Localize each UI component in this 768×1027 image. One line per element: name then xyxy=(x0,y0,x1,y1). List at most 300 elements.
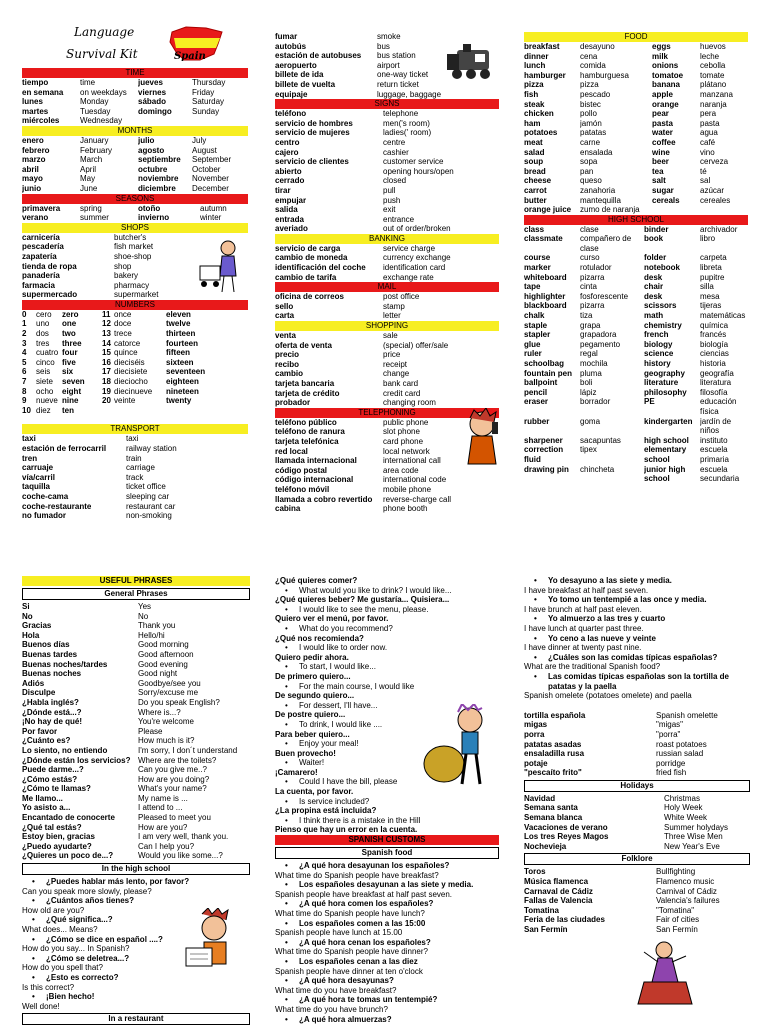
transport-cell: train xyxy=(126,453,142,463)
numbers-cell: quince xyxy=(114,348,138,358)
food-cell: milk xyxy=(652,51,669,61)
food-cell: water xyxy=(652,128,673,138)
shopping-row xyxy=(275,379,499,389)
high-school-cell: ballpoint xyxy=(524,378,558,388)
customs-translation: What time do you have breakfast? xyxy=(275,985,397,995)
time-cell: martes xyxy=(22,106,49,116)
signs-row xyxy=(275,119,499,129)
food-cell: orange xyxy=(652,99,679,109)
numbers-cell: tres xyxy=(36,338,50,348)
customs-question: • ¿A qué hora cenan los españoles? xyxy=(275,938,499,948)
folklore-cell: Carnaval de Cádiz xyxy=(524,886,593,896)
high-school-cell: PE xyxy=(644,397,655,407)
hs-phrase-es: • ¿Cuántos años tienes? xyxy=(22,896,250,906)
high-school-cell: boli xyxy=(580,378,593,388)
high-school-cell: chincheta xyxy=(580,464,615,474)
customs-question: • ¿A qué hora almuerzas? xyxy=(275,1015,499,1025)
months-cell: junio xyxy=(22,183,42,193)
months-row xyxy=(22,174,248,184)
numbers-cell: 17 xyxy=(102,367,111,377)
customs-translation: Spanish people have breakfast at half past seven. xyxy=(275,889,453,899)
high-school-cell: geografía xyxy=(700,368,734,378)
general-phrase-cell: My name is ... xyxy=(138,793,188,803)
food-cell: tomatoe xyxy=(652,70,684,80)
food-cell: ham xyxy=(524,118,541,128)
numbers-cell: 7 xyxy=(22,377,27,387)
time-cell: jueves xyxy=(138,78,163,87)
numbers-cell: uno xyxy=(36,319,50,329)
general-phrase-cell: You're welcome xyxy=(138,717,194,727)
folklore-cell: Bullfighting xyxy=(656,867,696,877)
high-school-cell: pupitre xyxy=(700,272,725,282)
transport-row xyxy=(22,492,248,502)
spanish-customs-header: SPANISH CUSTOMS xyxy=(275,835,499,845)
high-school-cell: high school xyxy=(644,435,689,445)
food-row xyxy=(524,109,748,119)
transport-row xyxy=(22,463,248,473)
general-phrase-cell: Adiós xyxy=(22,678,45,688)
high-school-cell: silla xyxy=(700,282,714,292)
transport-cell: no fumador xyxy=(22,511,66,521)
folklore-cell: San Fermín xyxy=(656,925,698,934)
hs-phrase-en: Can you speak more slowly, please? xyxy=(22,886,152,896)
numbers-row xyxy=(22,348,248,358)
high-school-cell: compañero de clase xyxy=(580,234,632,253)
signs-cell: closed xyxy=(383,176,407,186)
months-cell: diciembre xyxy=(138,183,176,193)
general-phrase-row xyxy=(22,765,250,775)
food-cell: bread xyxy=(524,166,546,176)
meal-sentence-en: I have dinner at twenty past nine. xyxy=(524,643,642,653)
numbers-cell: five xyxy=(62,357,76,367)
food-row xyxy=(524,205,748,215)
general-phrase-cell: Hello/hi xyxy=(138,630,165,640)
holidays-header: Holidays xyxy=(524,780,750,792)
food-cell: salad xyxy=(524,147,545,157)
high-school-cell: desk xyxy=(644,291,663,301)
general-phrase-row xyxy=(22,612,250,622)
high-school-cell: biology xyxy=(644,339,673,349)
meal-sentence-en: I have breakfast at half past seven. xyxy=(524,585,649,595)
food-row xyxy=(524,157,748,167)
hs-phrase-es: • ¿Cómo se deletrea...? xyxy=(22,954,250,964)
signs-cell: ladies(' room) xyxy=(383,128,432,138)
general-phrase-cell: ¿Puedo ayudarte? xyxy=(22,841,92,851)
shops-cell: panadería xyxy=(22,271,60,281)
holiday-cell: Nochevieja xyxy=(524,841,567,851)
high-school-cell: book xyxy=(644,234,664,244)
kit-title-line2: Survival Kit xyxy=(66,47,138,61)
restaurant-phrase-en: • To drink, I would like .... xyxy=(275,720,499,730)
food-cell: pasta xyxy=(700,118,720,128)
numbers-cell: 14 xyxy=(102,338,111,348)
food-cell: banana xyxy=(652,80,681,90)
restaurant-phrase-es: La cuenta, por favor. xyxy=(275,787,354,797)
general-phrase-row xyxy=(22,717,250,727)
food-cell: sopa xyxy=(580,157,598,167)
restaurant-phrase-en: • I would like to see the menu, please. xyxy=(275,605,499,615)
months-cell: December xyxy=(192,183,229,193)
food-cell: fish xyxy=(524,89,539,99)
folklore-cell: Tomatina xyxy=(524,905,559,915)
holiday-cell: White Week xyxy=(664,813,707,823)
months-cell: mayo xyxy=(22,174,43,184)
seasons-cell: spring xyxy=(80,203,102,213)
dish-row xyxy=(524,749,750,759)
numbers-cell: doce xyxy=(114,319,132,329)
shopping-cell: sale xyxy=(383,331,398,341)
folklore-header: Folklore xyxy=(524,853,750,865)
food-row xyxy=(524,90,748,100)
customs-question: • Los españoles cenan a las diez xyxy=(275,957,499,967)
seasons-row xyxy=(22,213,248,223)
food-row xyxy=(524,128,748,138)
holiday-cell: Summer holydays xyxy=(664,822,729,832)
transport-row xyxy=(22,482,248,492)
folklore-row xyxy=(524,915,750,925)
general-phrase-cell: ¿Dónde están los servicios? xyxy=(22,755,131,765)
shops-cell: zapatería xyxy=(22,251,57,261)
numbers-cell: cinco xyxy=(36,357,55,367)
general-phrase-cell: ¿Cuánto es? xyxy=(22,736,71,746)
restaurant-phrase-es: ¿Qué quieres beber? Me gustaría... Quisiera... xyxy=(275,595,450,605)
numbers-cell: 19 xyxy=(102,386,111,396)
food-cell: manzana xyxy=(700,89,733,99)
restaurant-header: In a restaurant xyxy=(22,1013,250,1025)
signs-row xyxy=(275,157,499,167)
telephoning-cell: llamada internacional xyxy=(275,456,357,466)
folklore-cell: Fallas de Valencia xyxy=(524,896,593,906)
transport-cell: taxi xyxy=(126,434,139,444)
food-cell: patatas xyxy=(580,128,607,138)
food-cell: tea xyxy=(652,166,664,176)
meal-sentence-en: Spanish omelete (potatoes omelete) and paella xyxy=(524,691,692,701)
transport-row xyxy=(22,454,248,464)
customs-question: • ¿A qué hora te tomas un tentempié? xyxy=(275,995,499,1005)
restaurant-phrase-en: • I think there is a mistake in the Hill xyxy=(275,816,499,826)
food-row xyxy=(524,61,748,71)
general-phrase-row xyxy=(22,784,250,794)
kit-title-line1: Language xyxy=(74,25,135,39)
holiday-cell: Holy Week xyxy=(664,803,703,813)
numbers-cell: 15 xyxy=(102,348,111,358)
folklore-cell: Carnival of Cádiz xyxy=(656,886,717,896)
signs-row xyxy=(275,138,499,148)
food-cell xyxy=(652,205,700,215)
high-school-cell: scissors xyxy=(644,301,677,311)
dish-cell: porra xyxy=(524,729,545,739)
time-cell: time xyxy=(80,78,96,87)
banking-row xyxy=(275,244,499,254)
telephoning-cell: international code xyxy=(383,475,447,485)
general-phrase-cell: Lo siento, no entiendo xyxy=(22,745,108,755)
high-school-cell: chalk xyxy=(524,311,545,321)
high-school-cell: philosophy xyxy=(644,387,687,397)
mid-top-row xyxy=(275,90,499,100)
high-school-cell: staple xyxy=(524,320,548,330)
high-school-row xyxy=(524,273,748,283)
high-school-row xyxy=(524,349,748,359)
numbers-cell: 5 xyxy=(22,357,27,367)
banking-cell: identification card xyxy=(383,263,446,273)
seasons-cell: winter xyxy=(200,213,222,223)
seasons-cell: primavera xyxy=(22,203,61,213)
high-school-cell: kindergarten xyxy=(644,416,693,426)
kit-title-spain: Spain xyxy=(174,51,206,62)
numbers-cell: diez xyxy=(36,405,51,415)
folklore-cell: Valencia's failures xyxy=(656,896,720,906)
telephoning-cell: teléfono de ranura xyxy=(275,427,345,437)
shopping-row xyxy=(275,398,499,408)
numbers-cell: cero xyxy=(36,309,52,319)
food-cell xyxy=(700,205,748,215)
general-phrase-cell: ¿Dónde está...? xyxy=(22,707,82,717)
numbers-cell: six xyxy=(62,367,74,377)
mid-top-cell: airport xyxy=(377,60,400,70)
holiday-row xyxy=(524,832,750,842)
numbers-row xyxy=(22,396,248,406)
signs-cell: out of order/broken xyxy=(383,224,451,234)
mid-top-cell: luggage, baggage xyxy=(377,89,442,99)
telephoning-row xyxy=(275,504,499,514)
numbers-cell: four xyxy=(62,348,78,358)
numbers-cell: catorce xyxy=(114,338,141,348)
high-school-cell: pencil xyxy=(524,387,548,397)
general-phrase-row xyxy=(22,813,250,823)
dish-cell: "pescaíto frito" xyxy=(524,768,582,778)
telephoning-cell: cabina xyxy=(275,504,301,514)
holiday-cell: Navidad xyxy=(524,793,556,803)
food-cell: agua xyxy=(700,128,718,138)
high-school-cell: classmate xyxy=(524,234,563,244)
signs-cell: centre xyxy=(383,137,406,147)
high-school-cell: libreta xyxy=(700,263,722,273)
numbers-cell: twenty xyxy=(166,396,192,406)
general-phrase-cell: ¿Cómo te llamas? xyxy=(22,784,91,794)
customs-translation: What time do Spanish people have breakfast? xyxy=(275,870,439,880)
months-cell: enero xyxy=(22,135,44,145)
food-cell: cheese xyxy=(524,176,552,186)
general-phrase-cell: Do you speak English? xyxy=(138,697,220,707)
numbers-cell: cuatro xyxy=(36,348,59,358)
customs-translation: Spanish people have dinner at ten o'clock xyxy=(275,966,423,976)
shopping-cell: tarjeta bancaria xyxy=(275,379,335,388)
general-phrase-row xyxy=(22,650,250,660)
numbers-cell: 4 xyxy=(22,348,27,358)
numbers-cell: siete xyxy=(36,377,53,387)
signs-row xyxy=(275,205,499,215)
food-cell: cebolla xyxy=(700,61,726,71)
time-cell: en semana xyxy=(22,87,64,97)
food-cell: azúcar xyxy=(700,185,725,195)
high-school-cell: química xyxy=(700,320,729,330)
dish-row xyxy=(524,730,750,740)
telephoning-cell: card phone xyxy=(383,436,424,446)
banking-cell: servicio de carga xyxy=(275,243,341,253)
seasons-cell: otoño xyxy=(138,203,161,213)
restaurant-phrase-es: De primero quiero... xyxy=(275,671,351,681)
shopping-row xyxy=(275,341,499,351)
dish-cell: russian salad xyxy=(656,749,704,759)
hs-phrase-es: • ¡Bien hecho! xyxy=(22,992,250,1002)
numbers-cell: ten xyxy=(62,405,74,415)
high-school-cell: folder xyxy=(644,253,667,263)
folklore-cell: "Tomatina" xyxy=(656,905,695,915)
signs-row xyxy=(275,128,499,138)
time-cell: lunes xyxy=(22,97,43,107)
useful-phrases-header: USEFUL PHRASES xyxy=(22,576,250,586)
time-cell: Saturday xyxy=(192,97,225,107)
customs-translation: Spanish people have lunch at 15.00 xyxy=(275,928,403,938)
general-phrase-row xyxy=(22,775,250,785)
high-school-cell: borrador xyxy=(580,397,611,407)
dish-cell: porridge xyxy=(656,758,686,768)
numbers-cell: eighteen xyxy=(166,377,199,387)
meal-sentence-es: • ¿Cuáles son las comidas típicas españolas? xyxy=(524,653,750,663)
banking-header: BANKING xyxy=(275,234,499,244)
numbers-cell: dieciocho xyxy=(114,377,148,387)
food-cell: pollo xyxy=(580,109,597,119)
food-cell: apple xyxy=(652,89,673,99)
telephoning-cell: código internacional xyxy=(275,475,354,485)
high-school-row xyxy=(524,225,748,235)
folklore-cell: Flamenco music xyxy=(656,877,715,887)
dish-row xyxy=(524,720,750,730)
food-cell: cereals xyxy=(652,195,680,205)
food-cell: bistec xyxy=(580,99,601,109)
signs-row xyxy=(275,148,499,158)
transport-cell: estación de ferrocarril xyxy=(22,444,107,453)
food-cell: plátano xyxy=(700,80,727,90)
general-phrase-row xyxy=(22,698,250,708)
general-phrase-row xyxy=(22,708,250,718)
mid-top-cell: autobús xyxy=(275,41,307,51)
food-cell: tomate xyxy=(700,70,725,80)
high-school-row xyxy=(524,378,748,388)
shopping-row xyxy=(275,369,499,379)
high-school-row xyxy=(524,397,748,416)
holiday-cell: Christmas xyxy=(664,793,701,803)
meal-sentence-en: I have lunch at quarter past three. xyxy=(524,623,644,633)
transport-row xyxy=(22,444,248,454)
high-school-cell: marker xyxy=(524,263,551,273)
food-cell: potatoes xyxy=(524,128,558,138)
numbers-cell: 20 xyxy=(102,396,111,406)
dish-cell: Spanish omelette xyxy=(656,710,718,720)
general-phrase-cell: Por favor xyxy=(22,726,58,736)
signs-cell: men('s room) xyxy=(383,118,430,128)
transport-cell: ticket office xyxy=(126,482,166,492)
general-phrase-row xyxy=(22,803,250,813)
shopping-cell: bank card xyxy=(383,379,419,388)
numbers-row xyxy=(22,387,248,397)
food-row xyxy=(524,100,748,110)
hs-phrase-en: How do you spell that? xyxy=(22,963,103,973)
numbers-cell: seis xyxy=(36,367,51,377)
holiday-cell: Semana santa xyxy=(524,803,578,813)
restaurant-phrase-es: De segundo quiero... xyxy=(275,691,355,701)
high-school-phrases-header: In the high school xyxy=(22,863,250,875)
high-school-cell: notebook xyxy=(644,263,680,273)
restaurant-phrase-en: • To start, I would like... xyxy=(275,662,499,672)
high-school-cell: fountain pen xyxy=(524,368,572,378)
signs-row xyxy=(275,186,499,196)
high-school-cell: biología xyxy=(700,339,729,349)
time-cell: Wednesday xyxy=(80,116,123,126)
hs-phrase-en: What does... Means? xyxy=(22,925,98,934)
high-school-row xyxy=(524,359,748,369)
signs-cell: customer service xyxy=(383,157,444,167)
folklore-row xyxy=(524,867,750,877)
signs-row xyxy=(275,224,499,234)
food-cell: breakfast xyxy=(524,42,560,51)
high-school-cell: francés xyxy=(700,330,727,340)
high-school-row xyxy=(524,234,748,253)
general-phrase-row xyxy=(22,640,250,650)
restaurant-phrase-en: • For the main course, I would like xyxy=(275,682,499,692)
food-cell: té xyxy=(700,166,707,176)
high-school-row xyxy=(524,369,748,379)
dish-row xyxy=(524,711,750,721)
transport-row xyxy=(22,502,248,512)
banking-row xyxy=(275,273,499,283)
food-row xyxy=(524,167,748,177)
general-phrase-cell: Where are the toilets? xyxy=(138,755,217,765)
numbers-cell: dieciséis xyxy=(114,357,145,367)
hs-phrase-es: • ¿Esto es correcto? xyxy=(22,973,250,983)
transport-header: TRANSPORT xyxy=(22,424,248,434)
general-phrase-row xyxy=(22,631,250,641)
high-school-cell: escuela primaria xyxy=(700,445,729,464)
transport-cell: taquilla xyxy=(22,482,51,492)
months-cell: septiembre xyxy=(138,155,181,165)
holiday-cell: New Year's Eve xyxy=(664,841,720,851)
food-cell: cerveza xyxy=(700,157,729,167)
food-cell: pan xyxy=(580,166,594,176)
numbers-cell: sixteen xyxy=(166,357,194,367)
numbers-cell: seven xyxy=(62,377,85,387)
food-cell: hamburger xyxy=(524,70,566,80)
food-row xyxy=(524,52,748,62)
time-cell: domingo xyxy=(138,106,172,116)
months-cell: April xyxy=(80,164,97,174)
general-phrase-cell: Good afternoon xyxy=(138,649,194,659)
holiday-row xyxy=(524,803,750,813)
shopping-cell: changing room xyxy=(383,398,436,408)
general-phrase-cell: Would you like some...? xyxy=(138,851,223,861)
high-school-cell: mesa xyxy=(700,291,720,301)
general-phrase-cell: Where is...? xyxy=(138,707,181,717)
numbers-cell: 6 xyxy=(22,367,27,377)
months-cell: noviembre xyxy=(138,174,179,184)
holiday-row xyxy=(524,823,750,833)
high-school-cell: pluma xyxy=(580,368,602,378)
numbers-cell: nueve xyxy=(36,396,58,406)
dish-cell: ensaladilla rusa xyxy=(524,749,585,759)
high-school-cell: class xyxy=(524,224,545,234)
general-phrase-cell: ¿Cómo estás? xyxy=(22,774,78,784)
seasons-cell: verano xyxy=(22,213,49,223)
numbers-cell: nine xyxy=(62,396,79,406)
customs-question: • ¿A qué hora desayunan los españoles? xyxy=(275,861,499,871)
restaurant-phrase-es: ¡Camarero! xyxy=(275,767,318,777)
numbers-cell: one xyxy=(62,319,77,329)
high-school-cell: pizarra xyxy=(580,301,605,311)
dish-row xyxy=(524,759,750,769)
food-cell: lunch xyxy=(524,61,546,71)
folklore-row xyxy=(524,925,750,935)
high-school-cell: tipex xyxy=(580,445,597,455)
